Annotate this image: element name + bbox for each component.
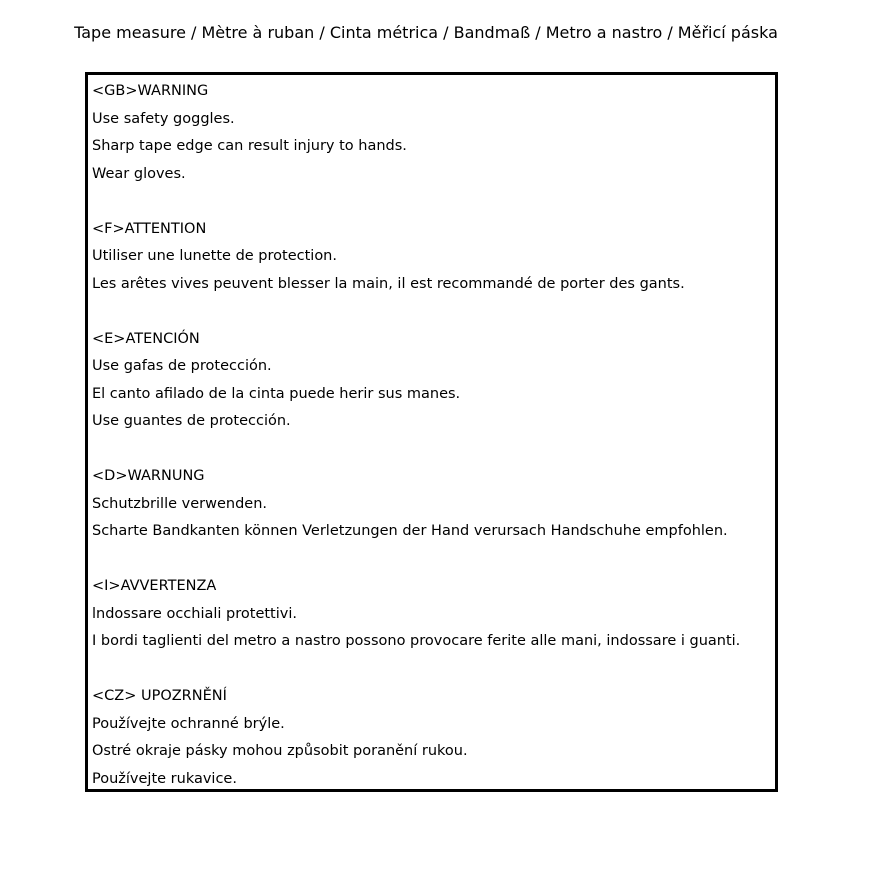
section-heading: <F>ATTENTION [92, 220, 207, 237]
section-line: Use guantes de protección. [92, 413, 291, 429]
section-f [92, 216, 771, 299]
section-gb [92, 78, 771, 188]
section-line: Wear gloves. [92, 165, 186, 182]
section-heading: <GB>WARNING [92, 83, 209, 99]
section-line: Schutzbrille verwenden. [92, 495, 267, 512]
section-heading: <CZ> UPOZRNĚNÍ [92, 688, 227, 704]
section-line: Les arêtes vives peuvent blesser la main, il est recommandé de porter des gants. [92, 275, 685, 292]
section-e [92, 326, 771, 436]
warning-sections [92, 78, 771, 793]
section-line: I bordi taglienti del metro a nastro possono provocare ferite alle mani, indossare i guanti. [92, 633, 741, 649]
section-d [92, 463, 771, 546]
page-title: Tape measure / Mètre à ruban / Cinta métrica / Bandmaß / Metro a nastro / Měřicí páska [74, 23, 778, 42]
section-line: Utiliser une lunette de protection. [92, 248, 337, 264]
section-line: lndossare occhiali protettivi. [92, 605, 297, 622]
section-line: Use safety goggles. [92, 110, 235, 127]
section-i [92, 573, 771, 656]
section-heading: <I>AVVERTENZA [92, 578, 217, 594]
section-line: Ostré okraje pásky mohou způsobit poranění rukou. [92, 743, 468, 759]
section-line: El canto afilado de la cinta puede herir sus manes. [92, 385, 461, 402]
section-line: Scharte Bandkanten können Verletzungen der Hand verursach Handschuhe empfohlen. [92, 523, 728, 539]
section-line: Používejte rukavice. [92, 770, 237, 787]
section-line: Use gafas de protección. [92, 358, 272, 374]
section-heading: <E>ATENCIÓN [92, 330, 200, 347]
warning-box [85, 72, 778, 792]
section-cz [92, 683, 771, 793]
section-heading: <D>WARNUNG [92, 468, 205, 484]
section-line: Používejte ochranné brýle. [92, 715, 285, 732]
section-line: Sharp tape edge can result injury to hands. [92, 138, 407, 154]
